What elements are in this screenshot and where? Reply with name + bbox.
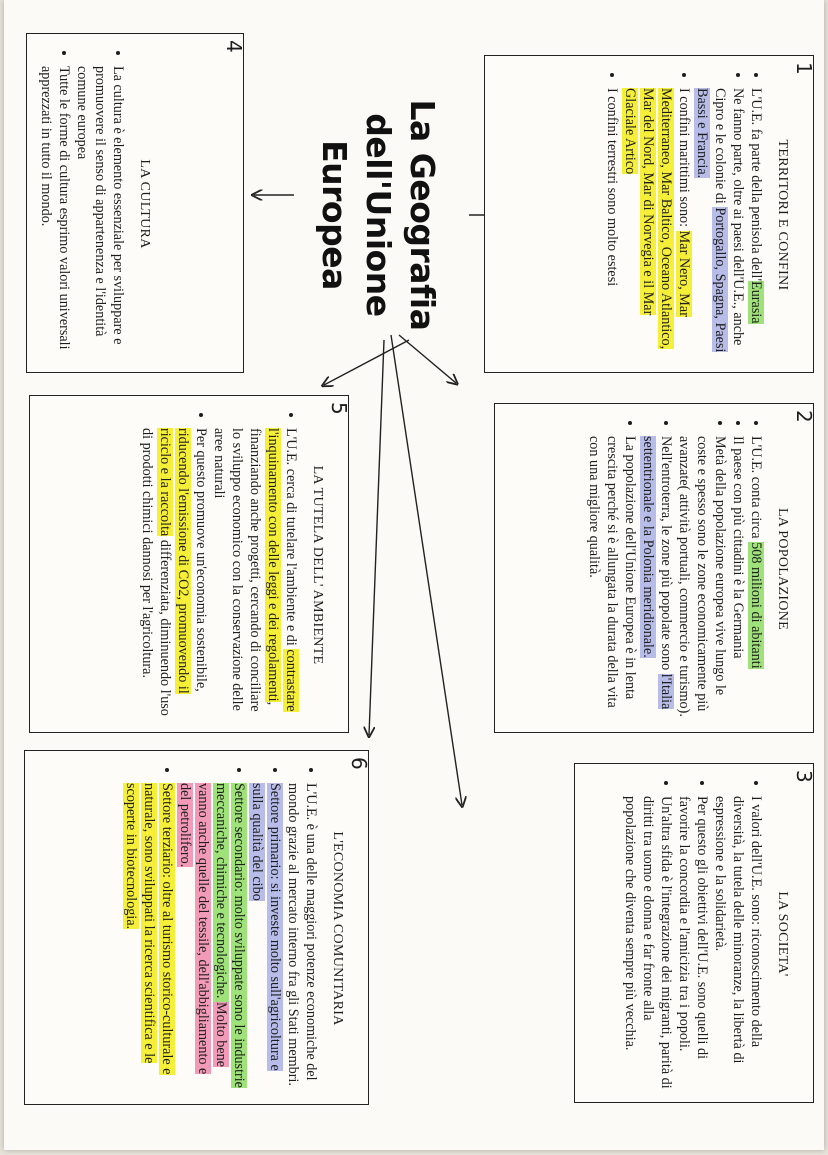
list-item: • L'U.E. conta circa 508 milioni di abitanti (747, 436, 765, 720)
box-territori-confini (484, 55, 814, 373)
list-item: • Un'altra sfida è l'integrazione dei migranti, parità di diritti tra uomo e donna e far fronte alla popolazione che diventa sempre più vecchia. (621, 796, 675, 1090)
list-item: • Per questo gli obiettivi dell'U.E. sono quelli di favorire la concordia e l'amicizia tra i popoli. (675, 796, 711, 1090)
box-title: L'ECONOMIA COMUNITARIA (330, 831, 345, 1026)
main-title: La Geografia dell'Unione Europea (315, 99, 442, 331)
list-item: • Settore primario: si investe molto sull'agricoltura e sulla qualità del cibo (248, 783, 284, 1092)
list-item: • L'U.E. cerca di tutelare l'ambiente e di contrastare l'inquinamento con delle leggi e dei regolamenti, finanziando anche progetti, cercando di conciliare lo sviluppo economico con la conservazione delle aree naturali (210, 428, 300, 720)
concept-map (14, 5, 824, 1145)
box-title: TERRITORI E CONFINI (775, 139, 790, 291)
box-number: 3 (792, 770, 816, 783)
list-item: • Il paese con più cittadini è la Germania (729, 436, 747, 720)
box-title: LA TUTELA DELL' AMBIENTE (310, 465, 325, 665)
list-item: • I valori dell'U.E. sono: riconoscimento della diversità, la tutela delle minoranze, la libertà di espressione e la solidarietà. (711, 796, 765, 1090)
list-item: • La popolazione dell'Unione Europea è in lenta crescita perché si è allungata la durata della vita con una migliore qualità. (585, 436, 639, 720)
list-item: • Ne fanno parte, oltre ai paesi dell'U.E., anche Cipro e le colonie di Portogallo, Spagna, Paesi Bassi e Francia. (693, 88, 747, 360)
list-item: • I confini marittimi sono: Mar Nero, Mar Mediterraneo, Mar Baltico, Oceano Atlantico, Mar del Nord, Mar di Norvegia e il Mar Glaciale Artico (621, 88, 693, 360)
paper-sheet (4, 0, 824, 1150)
list-item: • Per questo promuove un'economia sostenibile, riducendo l'emissione di CO2, promuovendo il riciclo e la raccolta differenziata, diminuendo l'uso di prodotti chimici dannosi per l'agricoltura. (138, 428, 210, 720)
box-title: LA POPOLAZIONE (775, 507, 790, 631)
box-economia (24, 750, 369, 1105)
list-item: • Settore secondario: molto sviluppate sono le industrie meccaniche, chimiche e tecnologiche. Molto bene vanno anche quelle del tessile, dell'abbigliamento e del petrolifero. (176, 783, 248, 1092)
list-item: • La cultura è elemento essenziale per sviluppare e promuovere il senso di appartenenza e l'identità comune europea (73, 66, 127, 360)
arrow-to-economia (369, 340, 384, 735)
box-cultura (26, 33, 244, 373)
arrow-to-societa (391, 335, 462, 805)
box-number: 1 (792, 62, 816, 75)
box-popolazione (494, 403, 814, 733)
list-item: • L'U.E. fa parte della penisola dell'Eurasia (747, 88, 765, 360)
list-item: • I confini terrestri sono molto estesi (603, 88, 621, 360)
box-number: 5 (327, 402, 351, 415)
list-item: • Nell'entroterra, le zone più popolate sono l'Italia settentrionale e la Polonia meridionale. (639, 436, 675, 720)
box-ambiente (29, 395, 349, 733)
box-title: LA CULTURA (137, 159, 152, 249)
box-number: 6 (347, 757, 371, 770)
list-item: • Metà della popolazione europea vive lungo le coste e spesso sono le zone economicamente più avanzate( attività portuali, commercio e turismo). (675, 436, 729, 720)
list-item: • Tutte le forme di cultura esprimo valori universali apprezzati in tutto il mondo. (37, 66, 73, 360)
box-title: LA SOCIETA' (775, 891, 790, 977)
box-number: 4 (222, 40, 246, 53)
box-number: 2 (792, 410, 816, 423)
list-item: • L'U.E. è una delle maggiori potenze economiche del mondo grazie al mercato interno fra gli Stati membri. (284, 783, 320, 1092)
box-societa (574, 763, 814, 1103)
list-item: • Settore terziario: oltre al turismo storico-culturale e naturale, sono sviluppati la ricerca scientifica e le scoperte in biotecnologia. (122, 783, 176, 1092)
